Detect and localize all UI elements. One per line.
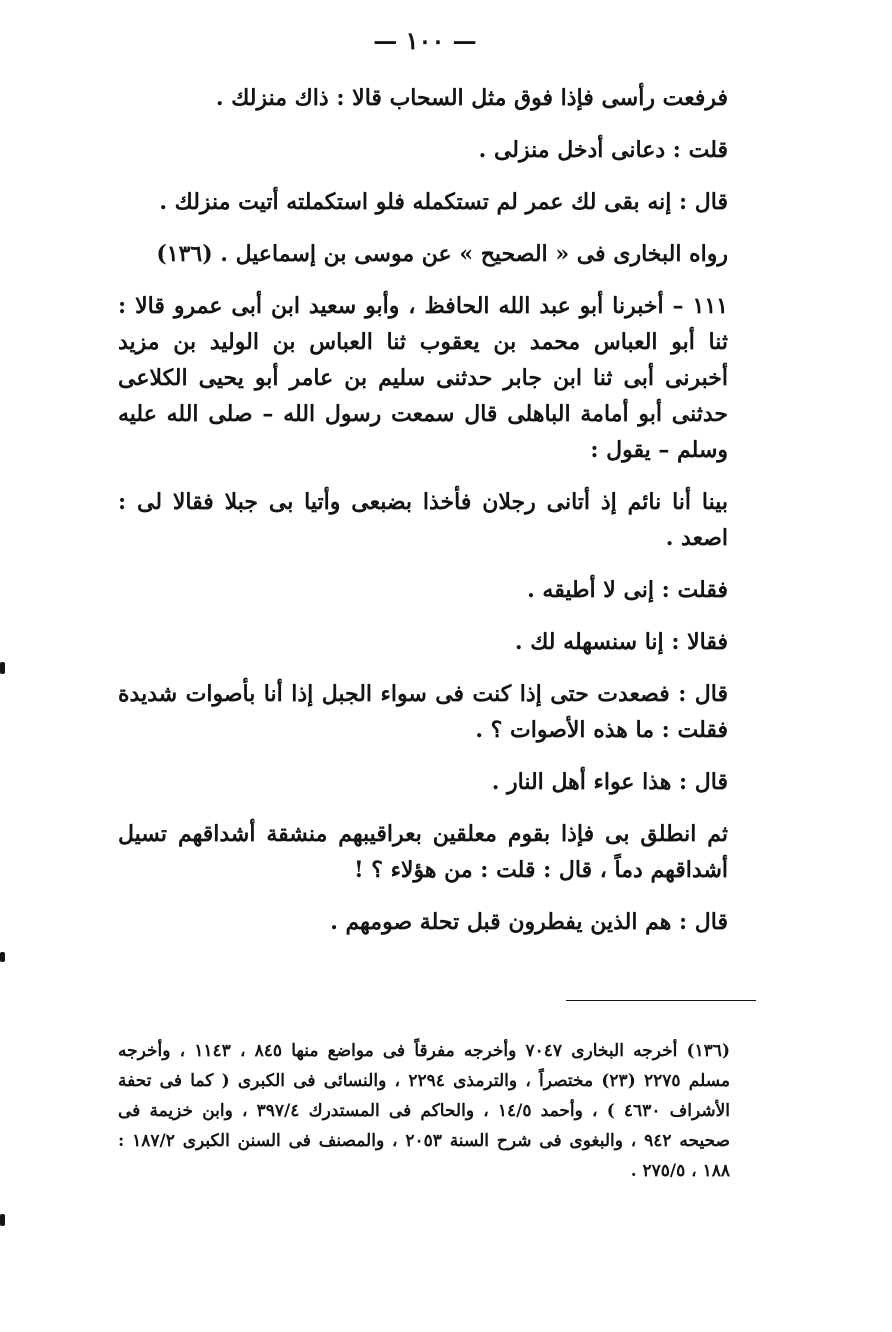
paragraph: قال : هم الذين يفطرون قبل تحلة صومهم . <box>330 909 728 935</box>
scan-edge-mark <box>0 952 5 962</box>
paragraph: فقالا : إنا سنسهله لك . <box>514 629 728 655</box>
paragraph: فرفعت رأسى فإذا فوق مثل السحاب قالا : ذاك منزلك . <box>215 85 728 111</box>
paragraph: قال : فصعدت حتى إذا كنت فى سواء الجبل إذا أنا بأصوات شديدة فقلت : ما هذه الأصوات ؟ . <box>118 681 728 743</box>
scan-edge-mark <box>0 662 5 674</box>
paragraph: فقلت : إنى لا أطيقه . <box>527 577 728 603</box>
hadith-111-isnad: ١١١ – أخبرنا أبو عبد الله الحافظ ، وأبو سعيد ابن أبى عمرو قالا : ثنا أبو العباس محمد بن يعقوب ثنا العباس بن الوليد بن مزيد أخبرنى أبى ثنا ابن جابر حدثنى سليم بن عامر أبو يحيى الكلاعى حدثنى أبو أمامة الباهلى قال سمعت رسول الله – صلى الله عليه وسلم – يقول : <box>118 293 728 463</box>
paragraph: قلت : دعانى أدخل منزلى . <box>478 137 728 163</box>
main-text <box>118 80 728 940</box>
footnotes <box>118 1036 730 1186</box>
paragraph: بينا أنا نائم إذ أتانى رجلان فأخذا بضبعى وأتيا بى جبلا فقالا لى : اصعد . <box>118 489 728 551</box>
footnote-separator <box>566 1000 756 1001</box>
scan-edge-mark <box>0 1214 5 1226</box>
paragraph: قال : هذا عواء أهل النار . <box>491 769 728 795</box>
page-number: — ١٠٠ — <box>373 26 477 55</box>
paragraph: ثم انطلق بى فإذا بقوم معلقين بعراقيبهم منشقة أشداقهم تسيل أشداقهم دماً ، قال : قلت : من هؤلاء ؟ ! <box>118 821 728 883</box>
paragraph: قال : إنه بقى لك عمر لم تستكمله فلو استكملته أتيت منزلك . <box>159 189 728 215</box>
footnote-136: (١٣٦) أخرجه البخارى ٧٠٤٧ وأخرجه مفرقاً فى مواضع منها ٨٤٥ ، ١١٤٣ ، وأخرجه مسلم ٢٢٧٥ (٢٣) مختصراً ، والترمذى ٢٢٩٤ ، والنسائى فى الكبرى ( كما فى تحفة الأشراف ٤٦٣٠ ) ، وأحمد ١٤/٥ ، والحاكم فى المستدرك ٣٩٧/٤ ، وابن خزيمة فى صحيحه ٩٤٢ ، والبغوى فى شرح السنة ٢٠٥٣ ، والمصنف فى السنن الكبرى ١٨٧/٢ : ١٨٨ ، ٢٧٥/٥ . <box>118 1041 731 1181</box>
paragraph: رواه البخارى فى « الصحيح » عن موسى بن إسماعيل . (١٣٦) <box>156 241 728 267</box>
